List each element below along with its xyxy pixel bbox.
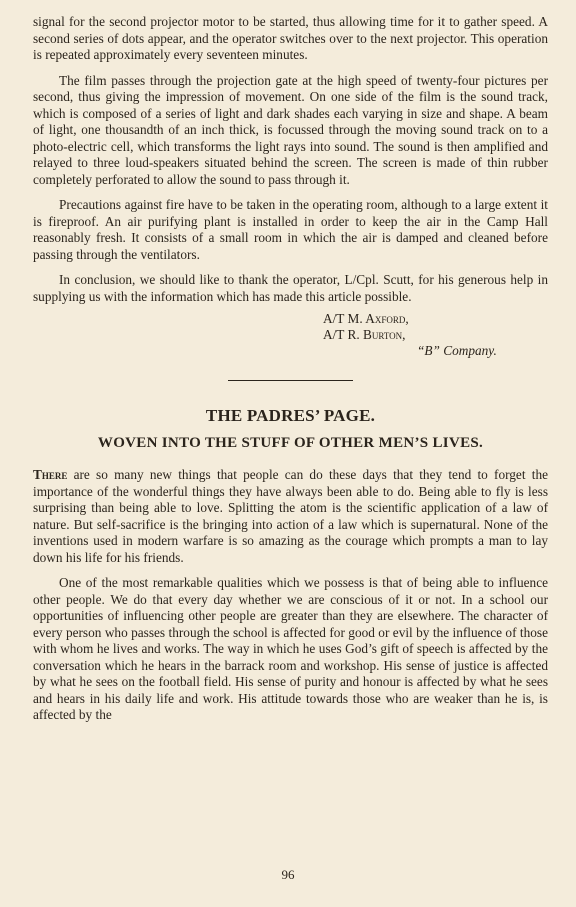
padres-paragraph-2: One of the most remarkable qualities which we possess is that of being able to influence other people. We do that every day whether we are conscious of it or not. In a school our opportunities of influencing other people are greater than they are elsewhere. The character of every person who passes through the school is affected for good or evil by the influence of those with whom he lives and works. The way in which he uses God’s gift of speech is affected by the conversation which he hears in the barrack room and workshop. His sense of justice is affected by what he sees on the football field. His sense of purity and honour is affected by what he sees and hears in his daily life and work. His attitude towards those who are weaker than he is, is affected by the — [33, 575, 548, 722]
drop-lead-word: There — [33, 467, 68, 482]
signature-line-2: A/T R. Burton, — [323, 327, 406, 342]
article-paragraph-1: signal for the second projector motor to be started, thus allowing time for it to gather speed. A second series of dots appear, and the operator switches over to the next projector. This operation is repeated approximately every seventeen minutes. — [33, 14, 548, 62]
section-divider — [228, 380, 353, 381]
section-title: THE PADRES’ PAGE. — [205, 406, 376, 425]
signature-company: “B” Company. — [417, 343, 497, 358]
article-paragraph-4: In conclusion, we should like to thank the operator, L/Cpl. Scutt, for his generous help in supplying us with the information which has made this article possible. — [33, 272, 548, 304]
section-subtitle: WOVEN INTO THE STUFF OF OTHER MEN’S LIVES. — [97, 435, 484, 451]
article-paragraph-2: The film passes through the projection gate at the high speed of twenty-four pictures per second, thus giving the impression of movement. On one side of the film is the sound track, which is composed of a series of light and dark shades each varying in size and shape. A beam of light, one thousandth of an inch thick, is focussed through the moving sound track on to a photo-electric cell, which transforms the light rays into sound. The sound is then amplified and relayed to three loud-speakers situated behind the screen. The screen is made of thin rubber completely perforated to allow the sound to pass through it. — [33, 72, 548, 187]
signature-block — [323, 311, 548, 359]
padres-paragraph-1 — [33, 467, 548, 566]
signature-line-1: A/T M. Axford, — [323, 311, 409, 326]
padres-paragraph-1-text: are so many new things that people can do these days that they tend to forget the importance of the wonderful things they have always been able to do. Being able to fly is less surprising than being able to love. Splitting the atom is the scientific application of a law of nature. But self-sacrifice is the bringing into action of a law which is supernatural. None of the inventions used in modern warfare is so amazing as the courage which prompts a man to lay down his life for his friends. — [33, 467, 548, 565]
page-body — [33, 14, 548, 724]
article-paragraph-3: Precautions against fire have to be taken in the operating room, although to a large extent it is fireproof. An air purifying plant is installed in order to keep the air in the Camp Hall reasonably fresh. It consists of a small room in which the air is damped and cleaned before passing through the ventilators. — [33, 197, 548, 262]
page-number: 96 — [281, 867, 295, 882]
